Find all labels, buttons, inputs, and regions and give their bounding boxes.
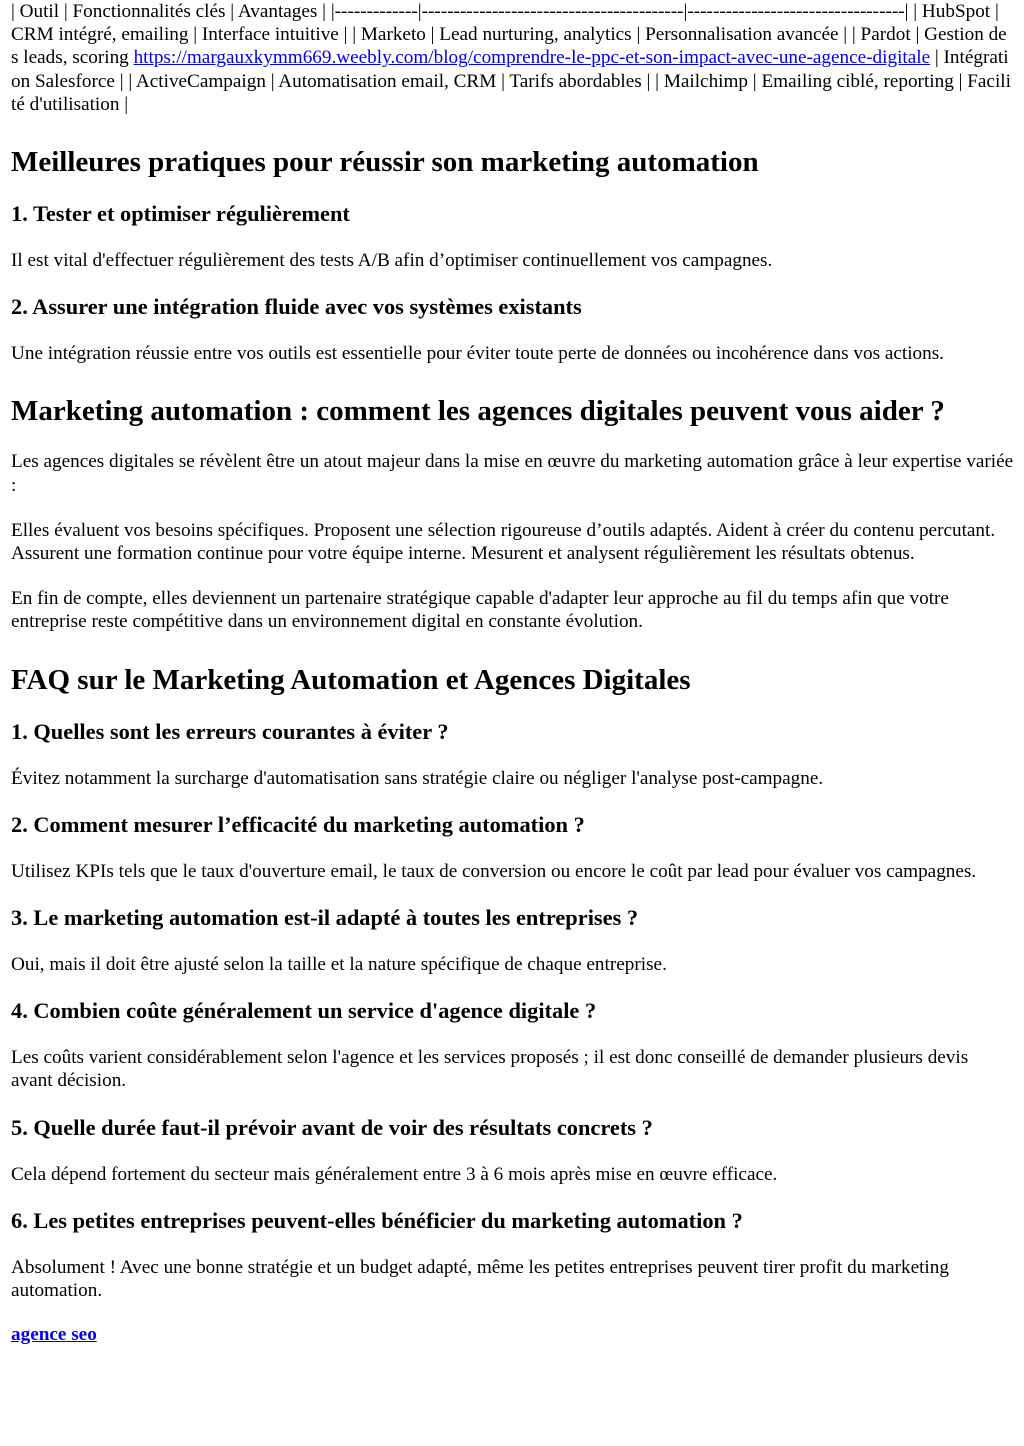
practice-1-heading: 1. Tester et optimiser régulièrement [11, 201, 350, 227]
faq-answer-5: Cela dépend fortement du secteur mais généralement entre 3 à 6 mois après mise en œuvre efficace. [11, 1163, 778, 1185]
faq-question-4: 4. Combien coûte généralement un service d'agence digitale ? [11, 998, 597, 1024]
agencies-services-paragraph: Elles évaluent vos besoins spécifiques. Proposent une sélection rigoureuse d’outils adaptés. Aident à créer du contenu percutant. Assurent une formation continue pour votre équipe interne. Mesurent et analysent régulièrement les résultats obtenus. [11, 519, 996, 565]
faq-question-6: 6. Les petites entreprises peuvent-elles bénéficier du marketing automation ? [11, 1207, 743, 1233]
agence-seo-link[interactable]: agence seo [11, 1324, 97, 1346]
faq-heading: FAQ sur le Marketing Automation et Agences Digitales [11, 663, 691, 696]
faq-answer-2: Utilisez KPIs tels que le taux d'ouverture email, le taux de conversion ou encore le coût par lead pour évaluer vos campagnes. [11, 860, 977, 882]
faq-answer-1: Évitez notamment la surcharge d'automatisation sans stratégie claire ou négliger l'analyse post-campagne. [11, 767, 824, 789]
faq-question-3: 3. Le marketing automation est-il adapté à toutes les entreprises ? [11, 905, 639, 931]
practice-2-text: Une intégration réussie entre vos outils est essentielle pour éviter toute perte de données ou incohérence dans vos actions. [11, 343, 944, 365]
faq-question-5: 5. Quelle durée faut-il prévoir avant de voir des résultats concrets ? [11, 1114, 653, 1140]
faq-question-1: 1. Quelles sont les erreurs courantes à éviter ? [11, 718, 449, 744]
table-text-before-link: | Outil | Fonctionnalités clés | Avantages | |-------------|-----------------------------------------|----------------------------------| | HubSpot | CRM intégré, emailing | Interface intuitive | | Marketo | Lead nurturing, analytics | Personnalisation avancée | | Pardot | Gestion des leads, scoring [11, 1, 1007, 69]
practice-1-text: Il est vital d'effectuer régulièrement des tests A/B afin d’optimiser continuellement vos campagnes. [11, 250, 773, 272]
faq-answer-3: Oui, mais il doit être ajusté selon la taille et la nature spécifique de chaque entreprise. [11, 954, 667, 976]
agencies-heading: Marketing automation : comment les agences digitales peuvent vous aider ? [11, 395, 945, 428]
practice-2-heading: 2. Assurer une intégration fluide avec vos systèmes existants [11, 294, 582, 320]
weebly-blog-link[interactable]: https://margauxkymm669.weebly.com/blog/comprendre-le-ppc-et-son-impact-avec-une-agence-digitale [133, 47, 931, 69]
agencies-conclusion-paragraph: En fin de compte, elles deviennent un partenaire stratégique capable d'adapter leur approche au fil du temps afin que votre entreprise reste compétitive dans un environnement digital en constante évolution. [11, 588, 949, 633]
best-practices-heading: Meilleures pratiques pour réussir son marketing automation [11, 146, 759, 179]
markdown-table-text [11, 0, 1014, 116]
table-text-after-link: | Intégration Salesforce | | ActiveCampaign | Automatisation email, CRM | Tarifs abordables | | Mailchimp | Emailing ciblé, reporting | Facilité d'utilisation | [11, 47, 1011, 115]
footer-link-container [11, 1323, 1014, 1346]
faq-answer-6: Absolument ! Avec une bonne stratégie et un budget adapté, même les petites entreprises peuvent tirer profit du marketing automation. [11, 1256, 949, 1302]
faq-answer-4: Les coûts varient considérablement selon l'agence et les services proposés ; il est donc conseillé de demander plusieurs devis avant décision. [11, 1047, 969, 1092]
faq-question-2: 2. Comment mesurer l’efficacité du marketing automation ? [11, 811, 585, 837]
agencies-intro-paragraph: Les agences digitales se révèlent être un atout majeur dans la mise en œuvre du marketing automation grâce à leur expertise variée : [11, 451, 1014, 496]
